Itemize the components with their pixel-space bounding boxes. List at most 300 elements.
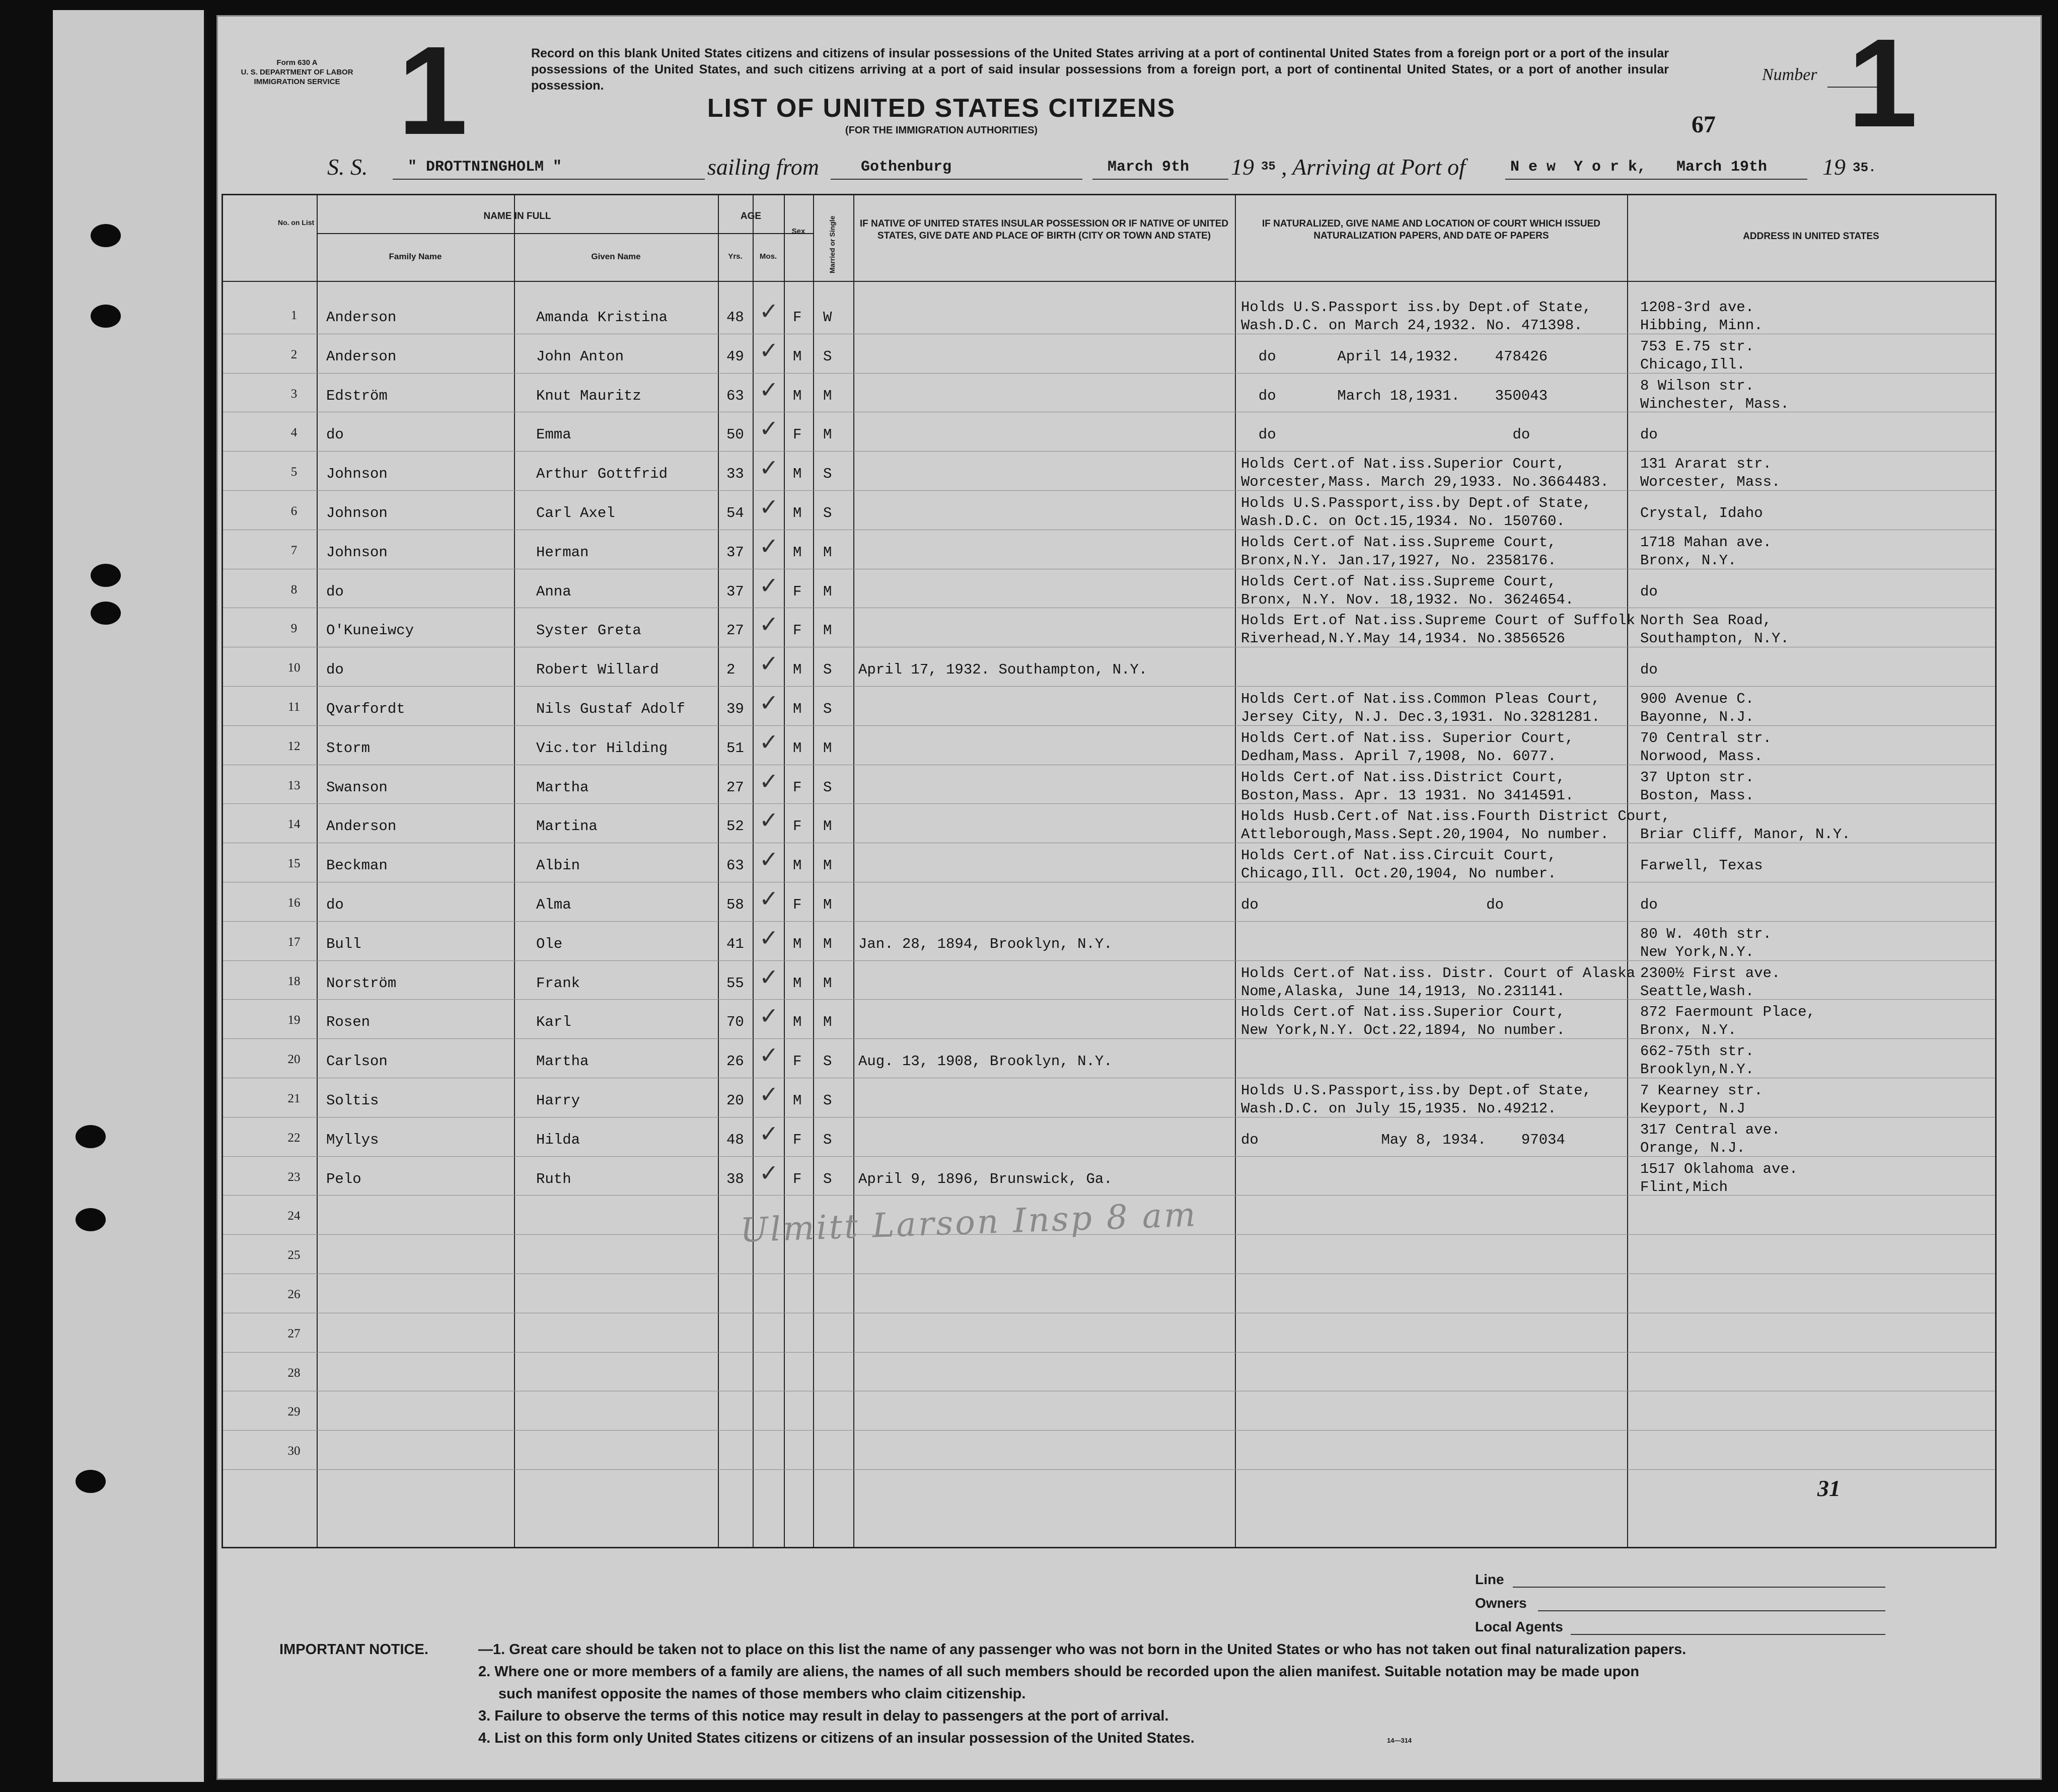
family-name: Pelo <box>326 1170 361 1187</box>
birth-info: April 17, 1932. Southampton, N.Y. <box>858 661 1148 679</box>
birth-info: Aug. 13, 1908, Brooklyn, N.Y. <box>858 1053 1113 1070</box>
naturalization-info: do March 18,1931. 350043 <box>1241 387 1548 404</box>
family-name: do <box>326 426 344 443</box>
address: Worcester, Mass. <box>1640 474 1781 491</box>
marital-status: M <box>823 583 832 600</box>
port-from: Gothenburg <box>861 159 952 176</box>
row-number: 15 <box>287 857 301 871</box>
naturalization-info: Holds Cert.of Nat.iss.Common Pleas Court, <box>1241 691 1600 707</box>
given-name: Arthur Gottfrid <box>536 466 668 483</box>
notice-title: IMPORTANT NOTICE. <box>279 1641 428 1658</box>
family-name: Rosen <box>326 1014 371 1031</box>
naturalization-info: Holds Husb.Cert.of Nat.iss.Fourth District Court, <box>1241 808 1670 825</box>
naturalization-info: Boston,Mass. Apr. 13 1931. No 3414591. <box>1241 787 1574 804</box>
address: Seattle,Wash. <box>1640 983 1754 1000</box>
row-number: 23 <box>287 1170 301 1184</box>
page-number: 31 <box>1817 1475 1841 1501</box>
departure-date: March 9th <box>1108 159 1190 176</box>
address: North Sea Road, <box>1640 612 1772 629</box>
age-years: 49 <box>726 348 744 365</box>
given-name: Ole <box>536 935 563 952</box>
ship-name-line <box>393 179 705 180</box>
passenger-table <box>222 194 1997 1548</box>
checkmark-icon: ✓ <box>759 571 779 599</box>
row-number: 1 <box>290 309 298 322</box>
given-name: Karl <box>536 1014 571 1031</box>
naturalization-info: Nome,Alaska, June 14,1913, No.231141. <box>1241 983 1565 1000</box>
family-name: Swanson <box>326 779 388 796</box>
address: 872 Faermount Place, <box>1640 1004 1816 1021</box>
sex: M <box>793 739 802 757</box>
page-subtitle: (FOR THE IMMIGRATION AUTHORITIES) <box>845 125 1038 136</box>
print-code: 14—314 <box>1387 1737 1412 1744</box>
age-years: 37 <box>726 544 744 561</box>
naturalization-info: Holds Cert.of Nat.iss.Circuit Court, <box>1241 847 1557 864</box>
naturalization-info: Worcester,Mass. March 29,1933. No.3664483. <box>1241 474 1609 491</box>
sex: F <box>793 426 802 443</box>
family-name: Johnson <box>326 505 388 521</box>
given-name: Alma <box>536 897 571 913</box>
header-married-or-single: Married or Single <box>828 215 836 273</box>
marital-status: S <box>823 661 832 679</box>
given-name: Harry <box>536 1092 580 1109</box>
family-name: Soltis <box>326 1092 379 1109</box>
checkmark-icon: ✓ <box>759 846 779 873</box>
address: 1208-3rd ave. <box>1640 299 1754 316</box>
marital-status: S <box>823 466 832 483</box>
age-years: 38 <box>726 1170 744 1187</box>
address: Orange, N.J. <box>1640 1139 1745 1156</box>
age-years: 55 <box>726 975 744 992</box>
age-years: 39 <box>726 701 744 717</box>
sex: M <box>793 857 802 874</box>
family-name: Anderson <box>326 309 397 326</box>
family-name: Johnson <box>326 544 388 561</box>
address: Southampton, N.Y. <box>1640 630 1789 647</box>
age-years: 54 <box>726 505 744 521</box>
marital-status: W <box>823 309 832 326</box>
header-birth: IF NATIVE OF UNITED STATES INSULAR POSSESSION OR IF NATIVE OF UNITED STATES, GIVE DATE AND PLACE OF BIRTH (CITY OR TOWN AND STATE) <box>859 218 1229 241</box>
naturalization-info: Holds U.S.Passport,iss.by Dept.of State, <box>1241 495 1592 511</box>
record-note: Record on this blank United States citizens and citizens of insular possessions of the United States arriving at a port of continental United States from a foreign port or a port of the insular possessions of the United States, and such citizens arriving at a port of said insular possessions from a foreign port, a port of continental United States, or a port of another insular possession. <box>531 46 1669 93</box>
naturalization-info: Chicago,Ill. Oct.20,1904, No number. <box>1241 865 1557 882</box>
stamp-number: 67 <box>1692 111 1716 138</box>
birth-info: Jan. 28, 1894, Brooklyn, N.Y. <box>858 935 1113 952</box>
given-name: Ruth <box>536 1170 571 1187</box>
age-years: 48 <box>726 309 744 326</box>
address: Farwell, Texas <box>1640 857 1763 874</box>
address: do <box>1640 897 1658 913</box>
family-name: Norström <box>326 975 397 992</box>
age-years: 27 <box>726 779 744 796</box>
binder-hole-icon <box>76 1125 106 1148</box>
marital-status: M <box>823 544 832 561</box>
naturalization-info: Holds Cert.of Nat.iss. Distr. Court of Alaska <box>1241 964 1636 982</box>
naturalization-info: Holds U.S.Passport iss.by Dept.of State, <box>1241 299 1592 316</box>
sex: M <box>793 348 802 365</box>
row-number: 11 <box>287 700 301 714</box>
age-years: 50 <box>726 426 744 443</box>
address: 7 Kearney str. <box>1640 1082 1763 1099</box>
binder-hole-icon <box>91 305 121 328</box>
sex: F <box>793 583 802 600</box>
year-label-1: 19 <box>1231 154 1254 180</box>
naturalization-info: Attleborough,Mass.Sept.20,1904, No number. <box>1241 826 1609 843</box>
address: 1718 Mahan ave. <box>1640 534 1772 551</box>
row-number: 28 <box>287 1366 301 1380</box>
checkmark-icon: ✓ <box>759 611 779 638</box>
marital-status: S <box>823 1170 832 1187</box>
address: Bronx, N.Y. <box>1640 552 1737 569</box>
age-years: 37 <box>726 583 744 600</box>
given-name: Martha <box>536 779 589 796</box>
binder-hole-icon <box>91 224 121 247</box>
given-name: Syster Greta <box>536 622 641 639</box>
naturalization-info: Holds Cert.of Nat.iss.District Court, <box>1241 769 1565 786</box>
row-number: 6 <box>290 504 298 518</box>
port-to: N e w Y o r k, <box>1510 159 1647 176</box>
sex: F <box>793 1131 802 1148</box>
naturalization-info: Riverhead,N.Y.May 14,1934. No.3856526 <box>1241 630 1565 647</box>
inspector-signature: Ulmitt Larson Insp 8 am <box>739 1195 1198 1250</box>
address: New York,N.Y. <box>1640 943 1754 960</box>
address: Boston, Mass. <box>1640 787 1754 804</box>
naturalization-info: Holds Cert.of Nat.iss.Supreme Court, <box>1241 534 1557 551</box>
checkmark-icon: ✓ <box>759 1041 779 1069</box>
sex: M <box>793 544 802 561</box>
row-number: 13 <box>287 778 301 792</box>
year-label-2: 19 <box>1822 154 1846 180</box>
notice-3: 3. Failure to observe the terms of this notice may result in delay to passengers at the port of arrival. <box>478 1708 1169 1724</box>
naturalization-info: Holds Ert.of Nat.iss.Supreme Court of Suffolk <box>1241 612 1636 629</box>
marital-status: M <box>823 975 832 992</box>
naturalization-info: Wash.D.C. on March 24,1932. No. 471398. <box>1241 317 1583 334</box>
sex: M <box>793 387 802 404</box>
address: Bayonne, N.J. <box>1640 709 1754 725</box>
family-name: do <box>326 583 344 600</box>
sex: M <box>793 1092 802 1109</box>
sex: M <box>793 1014 802 1031</box>
family-name: O'Kuneiwcy <box>326 622 414 639</box>
sex: M <box>793 661 802 679</box>
family-name: do <box>326 897 344 913</box>
address: 900 Avenue C. <box>1640 691 1754 707</box>
row-number: 5 <box>290 465 298 479</box>
given-name: Knut Mauritz <box>536 387 641 404</box>
sex: M <box>793 935 802 952</box>
sailing-from-label: sailing from <box>707 154 819 180</box>
sex: F <box>793 1053 802 1070</box>
address: Winchester, Mass. <box>1640 395 1789 412</box>
given-name: Martina <box>536 818 598 835</box>
row-number: 26 <box>287 1288 301 1301</box>
naturalization-info: do do <box>1241 897 1504 913</box>
given-name: Albin <box>536 857 580 874</box>
naturalization-info: do May 8, 1934. 97034 <box>1241 1131 1565 1148</box>
family-name: Johnson <box>326 466 388 483</box>
family-name: Anderson <box>326 818 397 835</box>
family-name: Anderson <box>326 348 397 365</box>
arriving-label: , Arriving at Port of <box>1281 154 1465 180</box>
header-given-name: Given Name <box>591 252 641 261</box>
page-title: LIST OF UNITED STATES CITIZENS <box>707 94 1176 123</box>
marital-status: M <box>823 1014 832 1031</box>
agents-label: Local Agents <box>1475 1619 1563 1634</box>
checkmark-icon: ✓ <box>759 493 779 520</box>
address: Chicago,Ill. <box>1640 356 1745 373</box>
port-from-line <box>831 179 1082 180</box>
row-number: 25 <box>287 1248 301 1262</box>
naturalization-info: Wash.D.C. on Oct.15,1934. No. 150760. <box>1241 513 1565 530</box>
address: 80 W. 40th str. <box>1640 925 1772 942</box>
age-years: 70 <box>726 1014 744 1031</box>
row-number: 18 <box>287 974 301 988</box>
marital-status: S <box>823 1053 832 1070</box>
header-sex: Sex <box>791 227 805 236</box>
address: 8 Wilson str. <box>1640 377 1754 394</box>
port-to-line <box>1505 179 1807 180</box>
marital-status: M <box>823 857 832 874</box>
address: Brooklyn,N.Y. <box>1640 1061 1754 1078</box>
binder-hole-icon <box>91 602 121 625</box>
row-number: 9 <box>290 622 298 636</box>
row-number: 8 <box>290 582 298 596</box>
notice-2-cont: such manifest opposite the names of those members who claim citizenship. <box>498 1686 1026 1702</box>
naturalization-info: Wash.D.C. on July 15,1935. No.49212. <box>1241 1100 1557 1117</box>
address: do <box>1640 583 1658 600</box>
header-family-name: Family Name <box>389 252 442 261</box>
checkmark-icon: ✓ <box>759 767 779 795</box>
naturalization-info: Dedham,Mass. April 7,1908, No. 6077. <box>1241 748 1557 765</box>
notice-2: 2. Where one or more members of a family are aliens, the names of all such members should be recorded upon the alien manifest. Suitable notation may be made upon <box>478 1664 1640 1680</box>
given-name: Nils Gustaf Adolf <box>536 701 685 717</box>
line-field <box>1513 1587 1885 1588</box>
age-years: 41 <box>726 935 744 952</box>
family-name: Qvarfordt <box>326 701 405 717</box>
row-number: 17 <box>287 935 301 949</box>
owners-label: Owners <box>1475 1595 1527 1611</box>
row-number: 27 <box>287 1326 301 1340</box>
address: Briar Cliff, Manor, N.Y. <box>1640 826 1851 843</box>
checkmark-icon: ✓ <box>759 1159 779 1186</box>
birth-info: April 9, 1896, Brunswick, Ga. <box>858 1170 1113 1187</box>
checkmark-icon: ✓ <box>759 963 779 991</box>
given-name: Frank <box>536 975 580 992</box>
age-years: 58 <box>726 897 744 913</box>
number-label: Number <box>1762 65 1817 84</box>
checkmark-icon: ✓ <box>759 689 779 716</box>
checkmark-icon: ✓ <box>759 1002 779 1030</box>
address: 37 Upton str. <box>1640 769 1754 786</box>
address: 317 Central ave. <box>1640 1121 1781 1138</box>
binder-hole-icon <box>76 1470 106 1493</box>
marital-status: S <box>823 348 832 365</box>
year-1: 35 <box>1261 160 1276 174</box>
year-2: 35. <box>1853 160 1876 175</box>
given-name: John Anton <box>536 348 624 365</box>
checkmark-icon: ✓ <box>759 454 779 482</box>
given-name: Hilda <box>536 1131 580 1148</box>
given-name: Herman <box>536 544 589 561</box>
given-name: Emma <box>536 426 571 443</box>
family-name: Bull <box>326 935 361 952</box>
owners-field <box>1538 1610 1885 1611</box>
age-years: 52 <box>726 818 744 835</box>
naturalization-info: Bronx, N.Y. Nov. 18,1932. No. 3624654. <box>1241 591 1574 608</box>
checkmark-icon: ✓ <box>759 728 779 756</box>
checkmark-icon: ✓ <box>759 924 779 951</box>
sex: M <box>793 701 802 717</box>
notice-4: 4. List on this form only United States citizens or citizens of an insular possession of the United States. <box>478 1730 1195 1746</box>
row-number: 24 <box>287 1209 301 1223</box>
row-number: 4 <box>290 426 298 440</box>
checkmark-icon: ✓ <box>759 297 779 325</box>
checkmark-icon: ✓ <box>759 415 779 442</box>
ss-label: S. S. <box>327 154 368 180</box>
important-notice <box>279 1638 1890 1749</box>
header-yrs: Yrs. <box>728 252 743 261</box>
sheet-number-right: 1 <box>1848 13 1918 153</box>
marital-status: M <box>823 935 832 952</box>
age-years: 63 <box>726 387 744 404</box>
family-name: do <box>326 661 344 679</box>
checkmark-icon: ✓ <box>759 1119 779 1147</box>
checkmark-icon: ✓ <box>759 806 779 834</box>
sex: F <box>793 309 802 326</box>
age-years: 2 <box>726 661 736 679</box>
row-number: 14 <box>287 817 301 832</box>
address: 753 E.75 str. <box>1640 338 1754 355</box>
sex: F <box>793 622 802 639</box>
age-years: 20 <box>726 1092 744 1109</box>
header-address: ADDRESS IN UNITED STATES <box>1743 231 1879 242</box>
arrival-date: March 19th <box>1676 159 1768 176</box>
sex: F <box>793 818 802 835</box>
agents-field <box>1571 1634 1885 1635</box>
naturalization-info: Holds Cert.of Nat.iss.Supreme Court, <box>1241 573 1557 590</box>
age-years: 26 <box>726 1053 744 1070</box>
ship-name: " DROTTNINGHOLM " <box>408 159 562 176</box>
address: do <box>1640 661 1658 679</box>
given-name: Anna <box>536 583 571 600</box>
marital-status: S <box>823 505 832 521</box>
checkmark-icon: ✓ <box>759 532 779 560</box>
binder-hole-icon <box>91 564 121 587</box>
address: 70 Central str. <box>1640 729 1772 746</box>
address: Flint,Mich <box>1640 1178 1728 1196</box>
row-number: 30 <box>287 1444 301 1458</box>
marital-status: M <box>823 897 832 913</box>
family-name: Storm <box>326 739 371 757</box>
address: 2300½ First ave. <box>1640 964 1781 982</box>
given-name: Martha <box>536 1053 589 1070</box>
binding-strip <box>53 10 207 1782</box>
departure-date-line <box>1092 179 1228 180</box>
row-number: 2 <box>290 347 298 361</box>
family-name: Edström <box>326 387 388 404</box>
sex: M <box>793 466 802 483</box>
row-number: 3 <box>290 387 298 401</box>
given-name: Vic.tor Hilding <box>536 739 668 757</box>
header-mos: Mos. <box>759 252 777 261</box>
row-number: 7 <box>290 543 298 557</box>
row-number: 12 <box>287 739 301 753</box>
row-number: 16 <box>287 896 301 910</box>
given-name: Robert Willard <box>536 661 659 679</box>
sheet-number-left: 1 <box>398 20 468 161</box>
address: 131 Ararat str. <box>1640 456 1772 473</box>
marital-status: S <box>823 779 832 796</box>
marital-status: S <box>823 1131 832 1148</box>
row-number: 10 <box>287 661 301 675</box>
address: Crystal, Idaho <box>1640 505 1763 521</box>
age-years: 33 <box>726 466 744 483</box>
age-years: 27 <box>726 622 744 639</box>
naturalization-info: do April 14,1932. 478426 <box>1241 348 1548 365</box>
row-number: 21 <box>287 1092 301 1105</box>
address: Keyport, N.J <box>1640 1100 1745 1117</box>
given-name: Carl Axel <box>536 505 615 521</box>
header-age: AGE <box>740 211 762 221</box>
age-years: 48 <box>726 1131 744 1148</box>
family-name: Carlson <box>326 1053 388 1070</box>
checkmark-icon: ✓ <box>759 376 779 403</box>
naturalization-info: Bronx,N.Y. Jan.17,1927, No. 2358176. <box>1241 552 1557 569</box>
given-name: Amanda Kristina <box>536 309 668 326</box>
row-number: 19 <box>287 1013 301 1027</box>
marital-status: M <box>823 622 832 639</box>
binder-hole-icon <box>76 1208 106 1231</box>
naturalization-info: Holds Cert.of Nat.iss. Superior Court, <box>1241 729 1574 746</box>
marital-status: M <box>823 739 832 757</box>
naturalization-info: Holds U.S.Passport,iss.by Dept.of State, <box>1241 1082 1592 1099</box>
header-naturalized: IF NATURALIZED, GIVE NAME AND LOCATION OF COURT WHICH ISSUED NATURALIZATION PAPERS, AND DATE OF PAPERS <box>1262 218 1600 241</box>
checkmark-icon: ✓ <box>759 885 779 912</box>
address: Norwood, Mass. <box>1640 748 1763 765</box>
row-number: 20 <box>287 1053 301 1067</box>
address: 1517 Oklahoma ave. <box>1640 1160 1798 1177</box>
marital-status: S <box>823 1092 832 1109</box>
family-name: Myllys <box>326 1131 379 1148</box>
marital-status: S <box>823 701 832 717</box>
age-years: 63 <box>726 857 744 874</box>
marital-status: M <box>823 387 832 404</box>
naturalization-info: Holds Cert.of Nat.iss.Superior Court, <box>1241 1004 1565 1021</box>
row-number: 22 <box>287 1131 301 1145</box>
naturalization-info: Jersey City, N.J. Dec.3,1931. No.3281281. <box>1241 709 1600 725</box>
sex: F <box>793 779 802 796</box>
naturalization-info: New York,N.Y. Oct.22,1894, No number. <box>1241 1022 1565 1039</box>
naturalization-info: Holds Cert.of Nat.iss.Superior Court, <box>1241 456 1565 473</box>
marital-status: M <box>823 818 832 835</box>
checkmark-icon: ✓ <box>759 650 779 678</box>
marital-status: M <box>823 426 832 443</box>
address: do <box>1640 426 1658 443</box>
sex: M <box>793 975 802 992</box>
family-name: Beckman <box>326 857 388 874</box>
sex: F <box>793 1170 802 1187</box>
sex: M <box>793 505 802 521</box>
line-label: Line <box>1475 1572 1504 1587</box>
checkmark-icon: ✓ <box>759 336 779 364</box>
form-code: Form 630 A U. S. DEPARTMENT OF LABOR IMMIGRATION SERVICE <box>241 58 353 86</box>
notice-1: —1. Great care should be taken not to place on this list the name of any passenger who was not born in the United States or who has not taken out final naturalization papers. <box>478 1641 1686 1658</box>
address: 662-75th str. <box>1640 1043 1754 1060</box>
address: Bronx, N.Y. <box>1640 1022 1737 1039</box>
header-name-in-full: NAME IN FULL <box>483 211 551 221</box>
sex: F <box>793 897 802 913</box>
checkmark-icon: ✓ <box>759 1081 779 1108</box>
